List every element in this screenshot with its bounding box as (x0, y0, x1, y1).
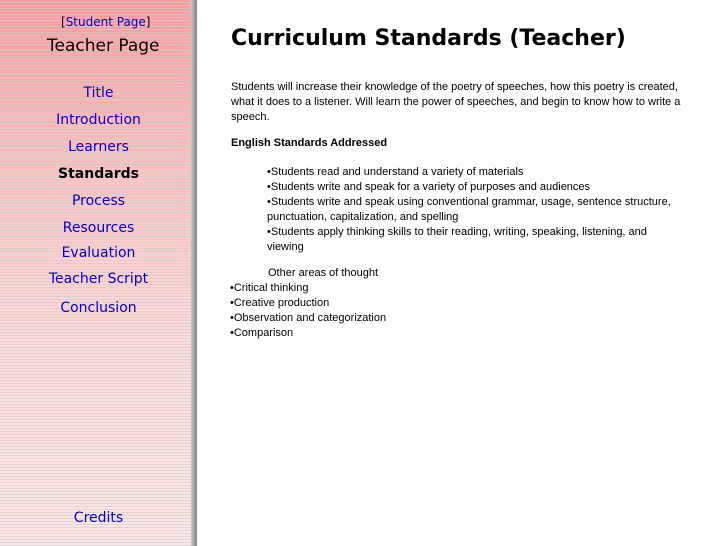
nav-item-process (0, 193, 197, 209)
nav-link-conclusion[interactable]: Conclusion (60, 300, 137, 316)
bracket-open: [ (61, 15, 66, 29)
nav-item-evaluation (0, 245, 197, 261)
nav-link-evaluation[interactable]: Evaluation (61, 245, 136, 261)
nav-item-credits (0, 510, 197, 526)
other-areas-list (230, 281, 386, 341)
nav-item-teacher-script (0, 271, 197, 287)
other-area-item: •Critical thinking (230, 282, 309, 294)
other-area-item: •Observation and categorization (230, 312, 387, 324)
nav-item-title (0, 85, 197, 101)
nav-item-learners (0, 139, 197, 155)
nav-item-conclusion (0, 300, 197, 316)
nav-link-process[interactable]: Process (71, 193, 126, 209)
nav-item-introduction (0, 112, 197, 128)
nav-link-teacher-script[interactable]: Teacher Script (48, 271, 149, 287)
standards-heading: English Standards Addressed (231, 137, 388, 149)
nav-link-credits[interactable]: Credits (73, 510, 124, 526)
nav-link-learners[interactable]: Learners (68, 139, 129, 155)
page-label: Teacher Page (47, 36, 160, 56)
student-page-link[interactable]: Student Page (65, 15, 146, 29)
standard-item: •Students read and understand a variety of materials (267, 166, 524, 178)
sidebar (0, 0, 197, 546)
bracket-close: ] (145, 15, 151, 29)
other-area-item: •Creative production (230, 297, 330, 309)
intro-paragraph: Students will increase their knowledge of the poetry of speeches, how this poetry is created, what it does to a listener. Will learn the power of speeches, and begin to know how to write a speech. (231, 81, 681, 123)
standard-item: •Students write and speak for a variety of purposes and audiences (267, 181, 591, 193)
page-title: Curriculum Standards (Teacher) (231, 26, 626, 51)
nav-item-resources (0, 220, 197, 236)
standard-item: •Students apply thinking skills to their reading, writing, speaking, listening, and viewing (267, 226, 647, 253)
other-area-item: •Comparison (230, 327, 294, 339)
student-page-link-wrapper (61, 15, 150, 29)
standards-list (267, 165, 677, 255)
nav-link-resources[interactable]: Resources (62, 220, 135, 236)
standard-item: •Students write and speak using conventional grammar, usage, sentence structure, punctuation, capitalization, and spelling (267, 196, 671, 223)
nav-item-standards-current: Standards (58, 166, 139, 182)
nav-link-introduction[interactable]: Introduction (56, 112, 141, 128)
nav-link-title[interactable]: Title (83, 85, 114, 101)
other-areas-heading: Other areas of thought (268, 267, 379, 279)
